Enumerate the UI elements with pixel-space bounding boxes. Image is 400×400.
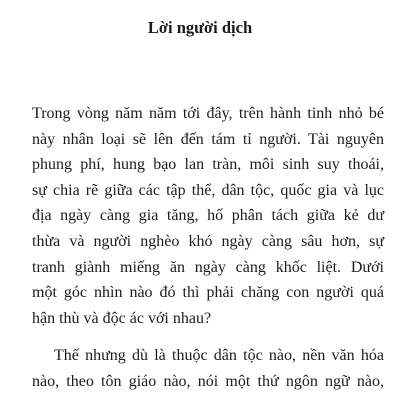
- paragraph-2: [32, 343, 384, 394]
- text-line: một góc nhìn nào đó thì phải chăng con người quá: [32, 284, 384, 302]
- text-line: phung phí, hung bạo lan tràn, môi sinh suy thoái,: [32, 156, 384, 174]
- text-line: sự chia rẽ giữa các tập thể, dân tộc, quốc gia và lục: [32, 181, 384, 199]
- text-line: nào, theo tôn giáo nào, nói một thứ ngôn ngữ nào,: [32, 372, 384, 390]
- text-line: thừa và người nghèo khó ngày càng sâu hơn, sự: [32, 232, 384, 250]
- text-line: hận thù và độc ác với nhau?: [32, 309, 212, 327]
- paragraph-1: [32, 101, 384, 331]
- text-line: Thế nhưng dù là thuộc dân tộc nào, nền văn hóa: [54, 347, 384, 364]
- text-line: địa ngày càng gia tăng, hố phân tách giữa kẻ dư: [32, 207, 384, 225]
- text-line: Trong vòng năm năm tới đây, trên hành tinh nhỏ bé: [32, 105, 384, 122]
- text-line: tranh giành miếng ăn ngày càng khốc liệt. Dưới: [32, 258, 384, 276]
- page-title: Lời người dịch: [147, 18, 253, 37]
- text-line: này nhân loại sẽ lên đến tám tỉ người. Tài nguyên: [32, 130, 384, 148]
